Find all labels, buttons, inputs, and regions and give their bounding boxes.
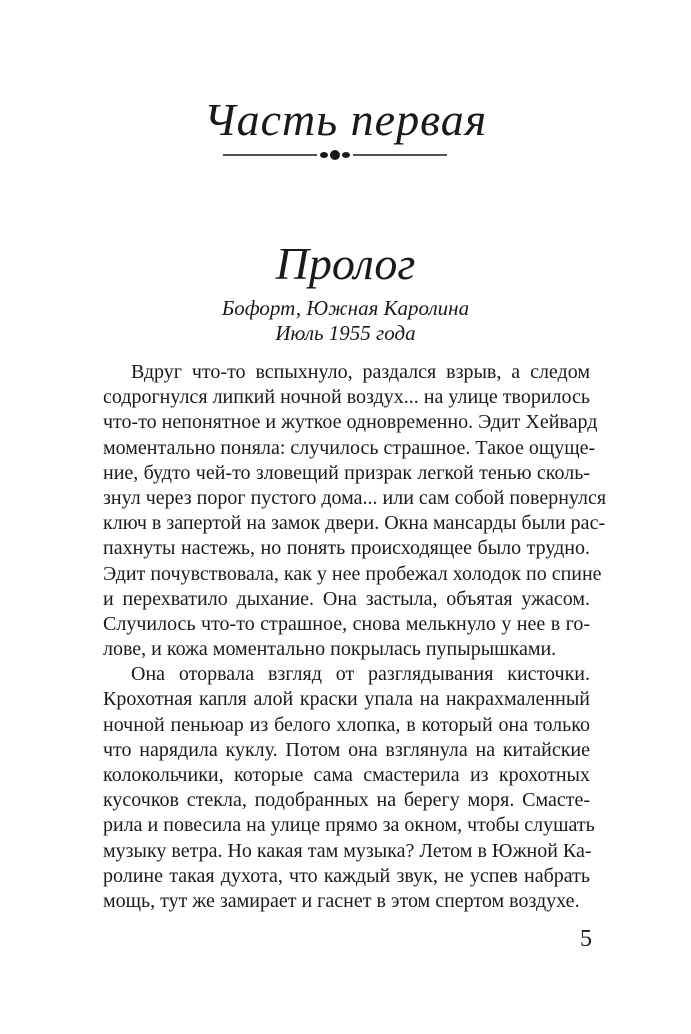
text-line: Вдруг что-то вспыхнуло, раздался взрыв, а следом [131, 361, 590, 383]
text-line: лове, и кожа моментально покрылась пупырышками. [103, 638, 557, 661]
text-line: Случилось что-то страшное, снова мелькнуло у нее в го- [103, 612, 590, 635]
page-number: 5 [580, 926, 592, 952]
text-line: моментально поняла: случилось страшное. Такое ощуще- [103, 436, 596, 459]
text-line: содрогнулся липкий ночной воздух... на улице творилось [103, 386, 590, 409]
text-line: Крохотная капля алой краски упала на накрахмаленный [103, 688, 590, 711]
text-line: ние, будто чей-то зловещий призрак легкой тенью сколь- [103, 461, 590, 484]
text-line: ролине такая духота, что каждый звук, не успев набрать [103, 864, 590, 887]
text-line: Эдит почувствовала, как у нее пробежал холодок по спине [103, 562, 602, 585]
text-line: рила и повесила на улице прямо за окном, чтобы слушать [103, 814, 595, 837]
text-line: что-то непонятное и жуткое одновременно. Эдит Хейвард [103, 411, 598, 434]
text-line: ночной пеньюар из белого хлопка, в который она только [103, 713, 590, 736]
place-date: Июль 1955 года [275, 321, 416, 345]
body-text [103, 360, 607, 914]
prologue-title: Пролог [275, 238, 416, 289]
text-line: пахнуты настежь, но понять происходящее было трудно. [103, 537, 590, 560]
text-line: колокольчики, которые сама смастерила из крохотных [103, 764, 590, 786]
text-line: и перехватило дыхание. Она застыла, объятая ужасом. [103, 587, 590, 610]
part-title: Часть первая [203, 94, 488, 145]
divider-ornament-icon [223, 146, 447, 164]
text-line: кусочков стекла, подобранных на берегу моря. Смасте- [103, 789, 590, 812]
place-location: Бофорт, Южная Каролина [221, 296, 470, 320]
text-line: что нарядила куклу. Потом она взглянула на китайские [103, 738, 590, 761]
text-line: знул через порог пустого дома... или сам собой повернулся [103, 486, 607, 509]
text-line: мощь, тут же замирает и гаснет в этом спертом воздухе. [103, 889, 580, 912]
text-line: Она оторвала взгляд от разглядывания кисточки. [131, 663, 590, 686]
text-line: музыку ветра. Но какая там музыка? Летом в Южной Ка- [103, 839, 592, 862]
text-line: ключ в запертой на замок двери. Окна мансарды были рас- [103, 512, 606, 535]
